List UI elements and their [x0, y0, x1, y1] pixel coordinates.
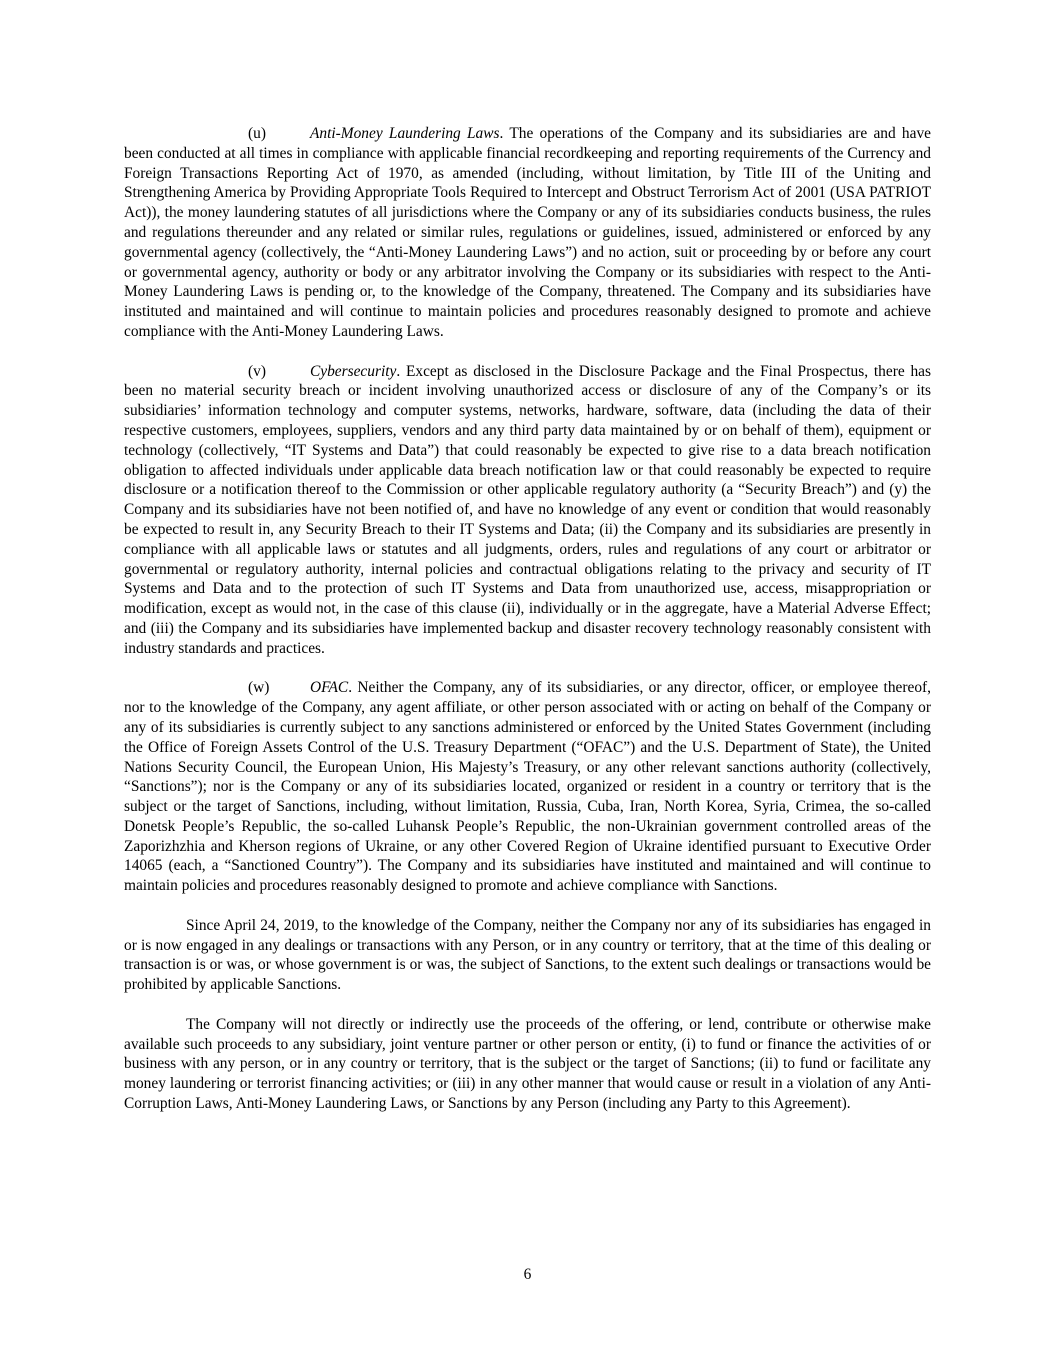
sanctions-dealings-paragraph: Since April 24, 2019, to the knowledge of the Company, neither the Company nor any of its subsidiaries has engaged in or is now engaged in any dealings or transactions with any Person, or in any country or territory, that at the time of this dealing or transaction is or was, or whose government is or was, the subject of Sanctions, to the extent such dealings or transactions would be prohibited by applicable Sanctions.	[124, 916, 931, 994]
section-w-number: (w)	[248, 679, 270, 697]
section-u-paragraph	[124, 124, 931, 342]
section-v-body: . Except as disclosed in the Disclosure Package and the Final Prospectus, there has been no material security breach or incident involving unauthorized access or disclosure of any of the Company’s or its subsidiaries’ information technology and computer systems, networks, hardware, software, data (including the data of their respective customers, employees, suppliers, vendors and any third party data maintained by or on behalf of them), equipment or technology (collectively, “IT Systems and Data”) that could reasonably be expected to give rise to a data breach notification obligation to affected individuals under applicable data breach notification law or that could reasonably be expected to require disclosure or a notification thereof to the Commission or other applicable regulatory authority (a “Security Breach”) and (y) the Company and its subsidiaries have not been notified of, and have no knowledge of any event or condition that would reasonably be expected to result in, any Security Breach to their IT Systems and Data; (ii) the Company and its subsidiaries are presently in compliance with all applicable laws or statutes and all judgments, orders, rules and regulations of any court or arbitrator or governmental or regulatory authority, internal policies and contractual obligations relating to the privacy and security of IT Systems and Data and to the protection of such IT Systems and Data from unauthorized use, access, misappropriation or modification, except as would not, in the case of this clause (ii), individually or in the aggregate, have a Material Adverse Effect; and (iii) the Company and its subsidiaries have implemented backup and disaster recovery technology reasonably consistent with industry standards and practices.	[124, 362, 931, 657]
section-w-paragraph	[124, 678, 931, 896]
document-page	[124, 124, 931, 1134]
section-v-paragraph	[124, 362, 931, 659]
section-v-title: Cybersecurity	[310, 362, 397, 380]
section-u-body: . The operations of the Company and its subsidiaries are and have been conducted at all times in compliance with applicable financial recordkeeping and reporting requirements of the Currency and Foreign Transactions Reporting Act of 1970, as amended (including, without limitation, by Title III of the Uniting and Strengthening America by Providing Appropriate Tools Required to Intercept and Obstruct Terrorism Act of 2001 (USA PATRIOT Act)), the money laundering statutes of all jurisdictions where the Company or any of its subsidiaries conducts business, the rules and regulations thereunder and any related or similar rules, regulations or guidelines, issued, administered or enforced by any governmental agency (collectively, the “Anti-Money Laundering Laws”) and no action, suit or proceeding by or before any court or governmental agency, authority or body or any arbitrator involving the Company or its subsidiaries with respect to the Anti-Money Laundering Laws is pending or, to the knowledge of the Company, threatened. The Company and its subsidiaries have instituted and maintained and will continue to maintain policies and procedures reasonably designed to promote and achieve compliance with the Anti-Money Laundering Laws.	[124, 125, 931, 340]
section-v-number: (v)	[248, 362, 266, 380]
section-u-number: (u)	[248, 125, 266, 142]
page-number: 6	[523, 1266, 532, 1283]
section-u-title: Anti-Money Laundering Laws	[310, 125, 500, 142]
section-w-body: . Neither the Company, any of its subsidiaries, or any director, officer, or employee thereof, nor to the knowledge of the Company, any agent affiliate, or other person associated with or acting on behalf of the Company or any of its subsidiaries is currently subject to any sanctions administered or enforced by the United States Government (including the Office of Foreign Assets Control of the U.S. Treasury Department (“OFAC”) and the U.S. Department of State), the United Nations Security Council, the European Union, His Majesty’s Treasury, or any other relevant sanctions authority (collectively, “Sanctions”); nor is the Company or any of its subsidiaries located, organized or resident in a country or territory that is the subject or the target of Sanctions, including, without limitation, Russia, Cuba, Iran, North Korea, Syria, Crimea, the so-called Donetsk People’s Republic, the so-called Luhansk People’s Republic, the non-Ukrainian government controlled areas of the Zaporizhzhia and Kherson regions of Ukraine, or any other Covered Region of Ukraine identified pursuant to Executive Order 14065 (each, a “Sanctioned Country”). The Company and its subsidiaries have instituted and maintained and will continue to maintain policies and procedures reasonably designed to promote and achieve compliance with Sanctions.	[124, 679, 931, 895]
section-w-title: OFAC	[310, 679, 349, 697]
use-of-proceeds-paragraph: The Company will not directly or indirectly use the proceeds of the offering, or lend, contribute or otherwise make available such proceeds to any subsidiary, joint venture partner or other person or entity, (i) to fund or finance the activities of or business with any person, or in any country or territory, that is the subject or the target of Sanctions; (ii) to fund or facilitate any money laundering or terrorist financing activities; or (iii) in any other manner that would cause or result in a violation of any Anti-Corruption Laws, Anti-Money Laundering Laws, or Sanctions by any Person (including any Party to this Agreement).	[124, 1015, 931, 1113]
